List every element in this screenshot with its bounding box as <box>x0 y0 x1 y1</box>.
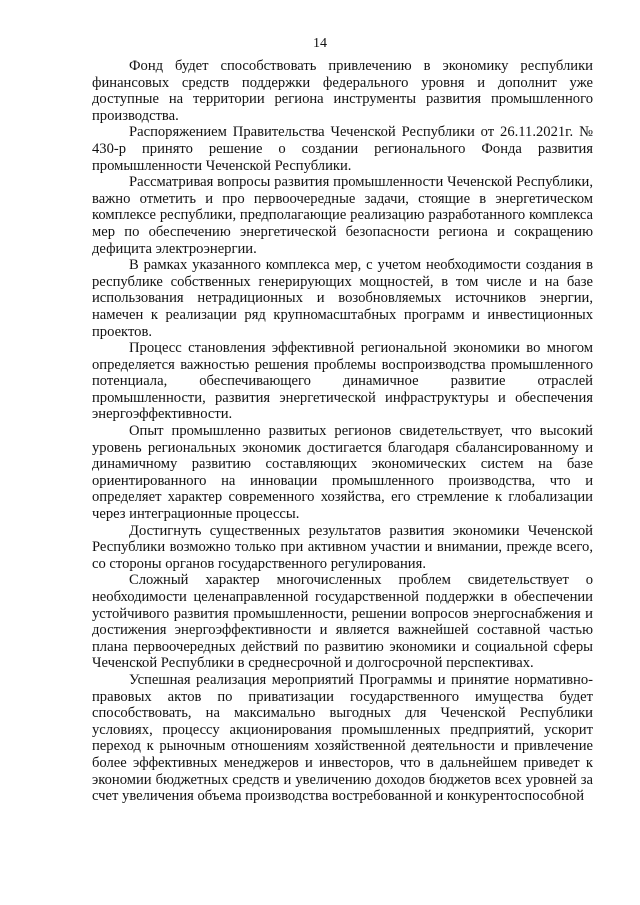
paragraph-energy-priorities: Рассматривая вопросы развития промышленности Чеченской Республики, важно отметить и про первоочередные задачи, стоящие в энергетическом комплексе республики, предполагающие реализацию разработанного комплекса мер по обеспечению энергетической безопасности региона и сокращению дефицита электроэнергии. <box>92 174 593 257</box>
paragraph-developed-regions: Опыт промышленно развитых регионов свидетельствует, что высокий уровень региональных экономик достигается благодаря сбалансированному и динамичному развитию составляющих экономических систем на базе ориентированного на инновации промышленного производства, что и определяет характер современного хозяйства, его стремление к глобализации через интеграционные процессы. <box>92 423 593 523</box>
paragraph-regional-economy: Процесс становления эффективной региональной экономики во многом определяется важностью решения проблемы воспроизводства промышленного потенциала, обеспечивающего динамичное развитие отраслей промышленности, развития энергетической инфраструктуры и обеспечения энергоэффективности. <box>92 340 593 423</box>
page-number: 14 <box>313 36 327 51</box>
document-body <box>92 58 593 805</box>
paragraph-generation-capacity: В рамках указанного комплекса мер, с учетом необходимости создания в республике собственных генерирующих мощностей, в том числе и на базе использования нетрадиционных и возобновляемых источников энергии, намечен к реализации ряд крупномасштабных программ и инвестиционных проектов. <box>92 257 593 340</box>
paragraph-government-order: Распоряжением Правительства Чеченской Республики от 26.11.2021г. № 430-р принято решение о создании регионального Фонда развития промышленности Чеченской Республики. <box>92 124 593 174</box>
paragraph-state-regulation: Достигнуть существенных результатов развития экономики Чеченской Республики возможно только при активном участии и внимании, прежде всего, со стороны органов государственного регулирования. <box>92 522 593 572</box>
paragraph-state-support: Сложный характер многочисленных проблем свидетельствует о необходимости целенаправленной государственной поддержки в обеспечении устойчивого развития промышленности, решении вопросов энергоснабжения и достижения энергоэффективности и является важнейшей составной частью плана первоочередных действий по развитию экономики и социальной сферы Чеченской Республики в среднесрочной и долгосрочной перспективах. <box>92 572 593 672</box>
paragraph-fund-promotion: Фонд будет способствовать привлечению в экономику республики финансовых средств поддержки федерального уровня и дополнит уже доступные на территории региона инструменты развития промышленного производства. <box>92 58 593 124</box>
paragraph-program-implementation: Успешная реализация мероприятий Программы и принятие нормативно-правовых актов по приватизации государственного имущества будет способствовать, на максимально выгодных для Чеченской Республики условиях, процессу акционирования промышленных предприятий, ускорит переход к рыночным отношениям хозяйственной деятельности и привлечение более эффективных менеджеров и инвесторов, что в дальнейшем приведет к экономии бюджетных средств и увеличению доходов бюджетов всех уровней за счет увеличения объема производства востребованной и конкурентоспособной <box>92 671 593 805</box>
